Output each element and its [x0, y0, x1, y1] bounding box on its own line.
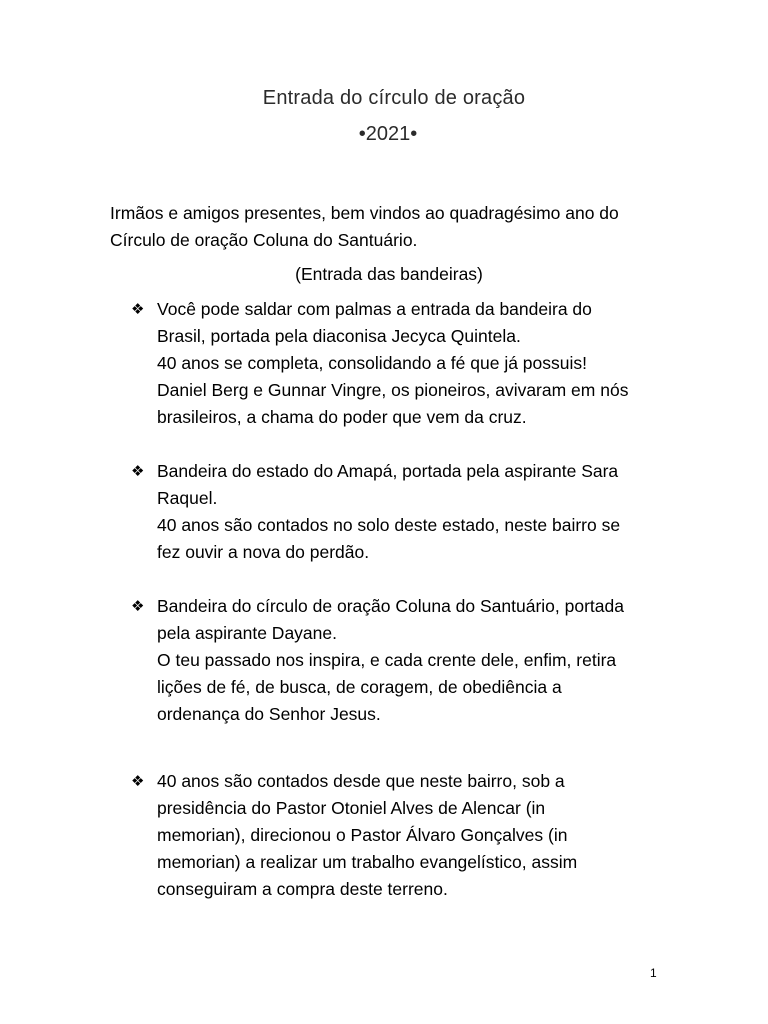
bullet-line: 40 anos são contados no solo deste estado, neste bairro se [157, 515, 621, 535]
document-year [0, 123, 768, 146]
bullet-line: memorian), direcionou o Pastor Álvaro Gonçalves (in [157, 825, 568, 845]
bullet-line: O teu passado nos inspira, e cada crente dele, enfim, retira [157, 650, 617, 670]
bullet-item-brasil [131, 296, 671, 431]
spacer [131, 431, 671, 458]
bullet-item-circulo [131, 593, 671, 728]
bullet-line: memorian) a realizar um trabalho evangelístico, assim [157, 852, 578, 872]
diamond-bullet-icon: ❖ [131, 463, 145, 480]
bullet-line: Daniel Berg e Gunnar Vingre, os pioneiros, avivaram em nós [157, 380, 629, 400]
bullet-line: Bandeira do estado do Amapá, portada pela aspirante Sara [157, 461, 619, 481]
spacer [131, 566, 671, 593]
intro-line: Irmãos e amigos presentes, bem vindos ao quadragésimo ano do [110, 203, 619, 223]
diamond-bullet-icon: ❖ [131, 301, 145, 318]
bullet-line: brasileiros, a chama do poder que vem da cruz. [157, 407, 527, 427]
bullet-list [131, 296, 671, 903]
bullet-line: Bandeira do círculo de oração Coluna do Santuário, portada [157, 596, 624, 616]
spacer [131, 728, 671, 768]
bullet-line: 40 anos se completa, consolidando a fé que já possuis! [157, 353, 588, 373]
bullet-line: ordenança do Senhor Jesus. [157, 704, 381, 724]
bullet-line: fez ouvir a nova do perdão. [157, 542, 370, 562]
bullet-line: conseguiram a compra deste terreno. [157, 879, 448, 899]
bullet-line: 40 anos são contados desde que neste bairro, sob a [157, 771, 565, 791]
bullet-item-amapa [131, 458, 671, 566]
diamond-bullet-icon: ❖ [131, 598, 145, 615]
subheading-text: (Entrada das bandeiras) [295, 264, 483, 284]
document-title: Entrada do círculo de oração [262, 87, 526, 109]
bullet-line: Você pode saldar com palmas a entrada da bandeira do [157, 299, 592, 319]
page-number: 1 [650, 966, 657, 980]
bullet-line: Raquel. [157, 488, 218, 508]
bullet-item-historia [131, 768, 671, 903]
intro-line: Círculo de oração Coluna do Santuário. [110, 230, 418, 250]
year-text: •2021• [358, 123, 418, 145]
diamond-bullet-icon: ❖ [131, 773, 145, 790]
bullet-line: presidência do Pastor Otoniel Alves de Alencar (in [157, 798, 546, 818]
bullet-line: pela aspirante Dayane. [157, 623, 337, 643]
bullet-line: lições de fé, de busca, de coragem, de obediência a [157, 677, 562, 697]
subheading [0, 261, 768, 288]
intro-paragraph [110, 200, 670, 254]
bullet-line: Brasil, portada pela diaconisa Jecyca Quintela. [157, 326, 521, 346]
